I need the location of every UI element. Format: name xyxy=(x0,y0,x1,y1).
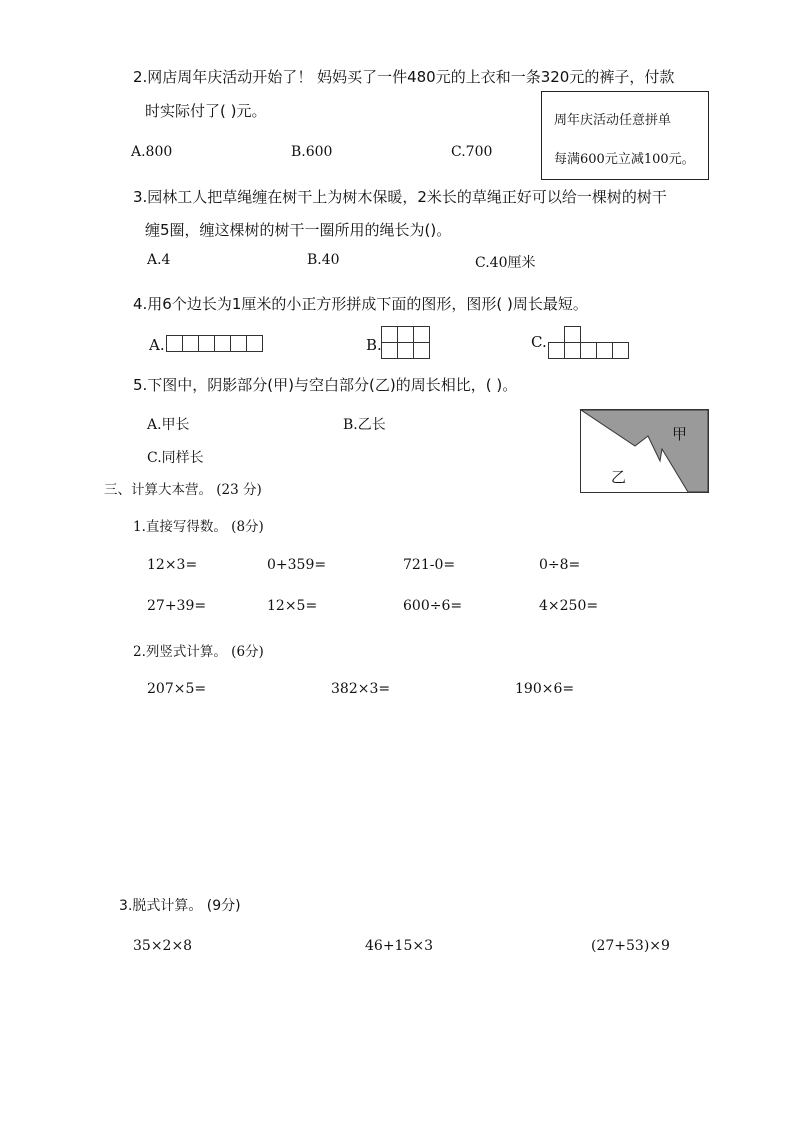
q4-figure-c xyxy=(547,326,633,362)
mental-1-2: 0+359= xyxy=(267,557,327,573)
q2-line2: 时实际付了( )元。 xyxy=(145,102,267,120)
mental-2-1: 27+39= xyxy=(147,598,207,614)
q5-label-jia: 甲 xyxy=(672,425,688,443)
q3-option-a[interactable]: A.4 xyxy=(147,252,171,268)
vertical-2: 382×3= xyxy=(331,681,391,697)
q4-figure-a xyxy=(166,335,266,355)
mental-1-3: 721-0= xyxy=(403,557,456,573)
mental-2-3: 600÷6= xyxy=(403,598,463,614)
q3-option-c[interactable]: C.40厘米 xyxy=(475,255,536,271)
calc-sub1: 1.直接写得数。 (8分) xyxy=(133,519,264,535)
mental-1-4: 0÷8= xyxy=(539,557,581,573)
vertical-1: 207×5= xyxy=(147,681,207,697)
q5-option-b[interactable]: B.乙长 xyxy=(343,417,386,433)
promo-line1: 周年庆活动任意拼单 xyxy=(554,113,672,128)
q4-label-a[interactable]: A. xyxy=(149,336,165,354)
q5-figure xyxy=(580,409,710,494)
vertical-3: 190×6= xyxy=(515,681,575,697)
q5-text: 5.下图中，阴影部分(甲)与空白部分(乙)的周长相比，( )。 xyxy=(133,376,518,394)
promo-box xyxy=(541,91,709,180)
q3-line2: 缠5圈，缠这棵树的树干一圈所用的绳长为()。 xyxy=(145,221,452,239)
q4-label-b[interactable]: B. xyxy=(366,336,382,354)
stepwise-1: 35×2×8 xyxy=(133,938,193,954)
mental-2-2: 12×5= xyxy=(267,598,318,614)
section3-heading: 三、计算大本营。 (23 分) xyxy=(104,482,262,498)
q3-option-b[interactable]: B.40 xyxy=(307,252,340,268)
q4-figure-b xyxy=(380,326,432,362)
q3-line1: 3.园林工人把草绳缠在树干上为树木保暖，2米长的草绳正好可以给一棵树的树干 xyxy=(133,188,667,206)
calc-sub3: 3.脱式计算。 (9分) xyxy=(119,898,241,914)
mental-1-1: 12×3= xyxy=(147,557,198,573)
stepwise-3: (27+53)×9 xyxy=(591,938,670,954)
q2-option-b[interactable]: B.600 xyxy=(291,144,333,160)
q2-line1: 2.网店周年庆活动开始了！ 妈妈买了一件480元的上衣和一条320元的裤子，付款 xyxy=(133,68,675,86)
q5-option-c[interactable]: C.同样长 xyxy=(147,450,204,466)
q4-label-c[interactable]: C. xyxy=(531,333,547,351)
stepwise-2: 46+15×3 xyxy=(365,938,433,954)
q2-option-c[interactable]: C.700 xyxy=(451,144,493,160)
promo-line2: 每满600元立减100元。 xyxy=(554,152,695,167)
q5-label-yi: 乙 xyxy=(611,468,627,486)
mental-2-4: 4×250= xyxy=(539,598,599,614)
q2-option-a[interactable]: A.800 xyxy=(131,144,173,160)
q4-text: 4.用6个边长为1厘米的小正方形拼成下面的图形，图形( )周长最短。 xyxy=(133,295,588,313)
q5-option-a[interactable]: A.甲长 xyxy=(147,417,190,433)
calc-sub2: 2.列竖式计算。 (6分) xyxy=(133,644,264,660)
